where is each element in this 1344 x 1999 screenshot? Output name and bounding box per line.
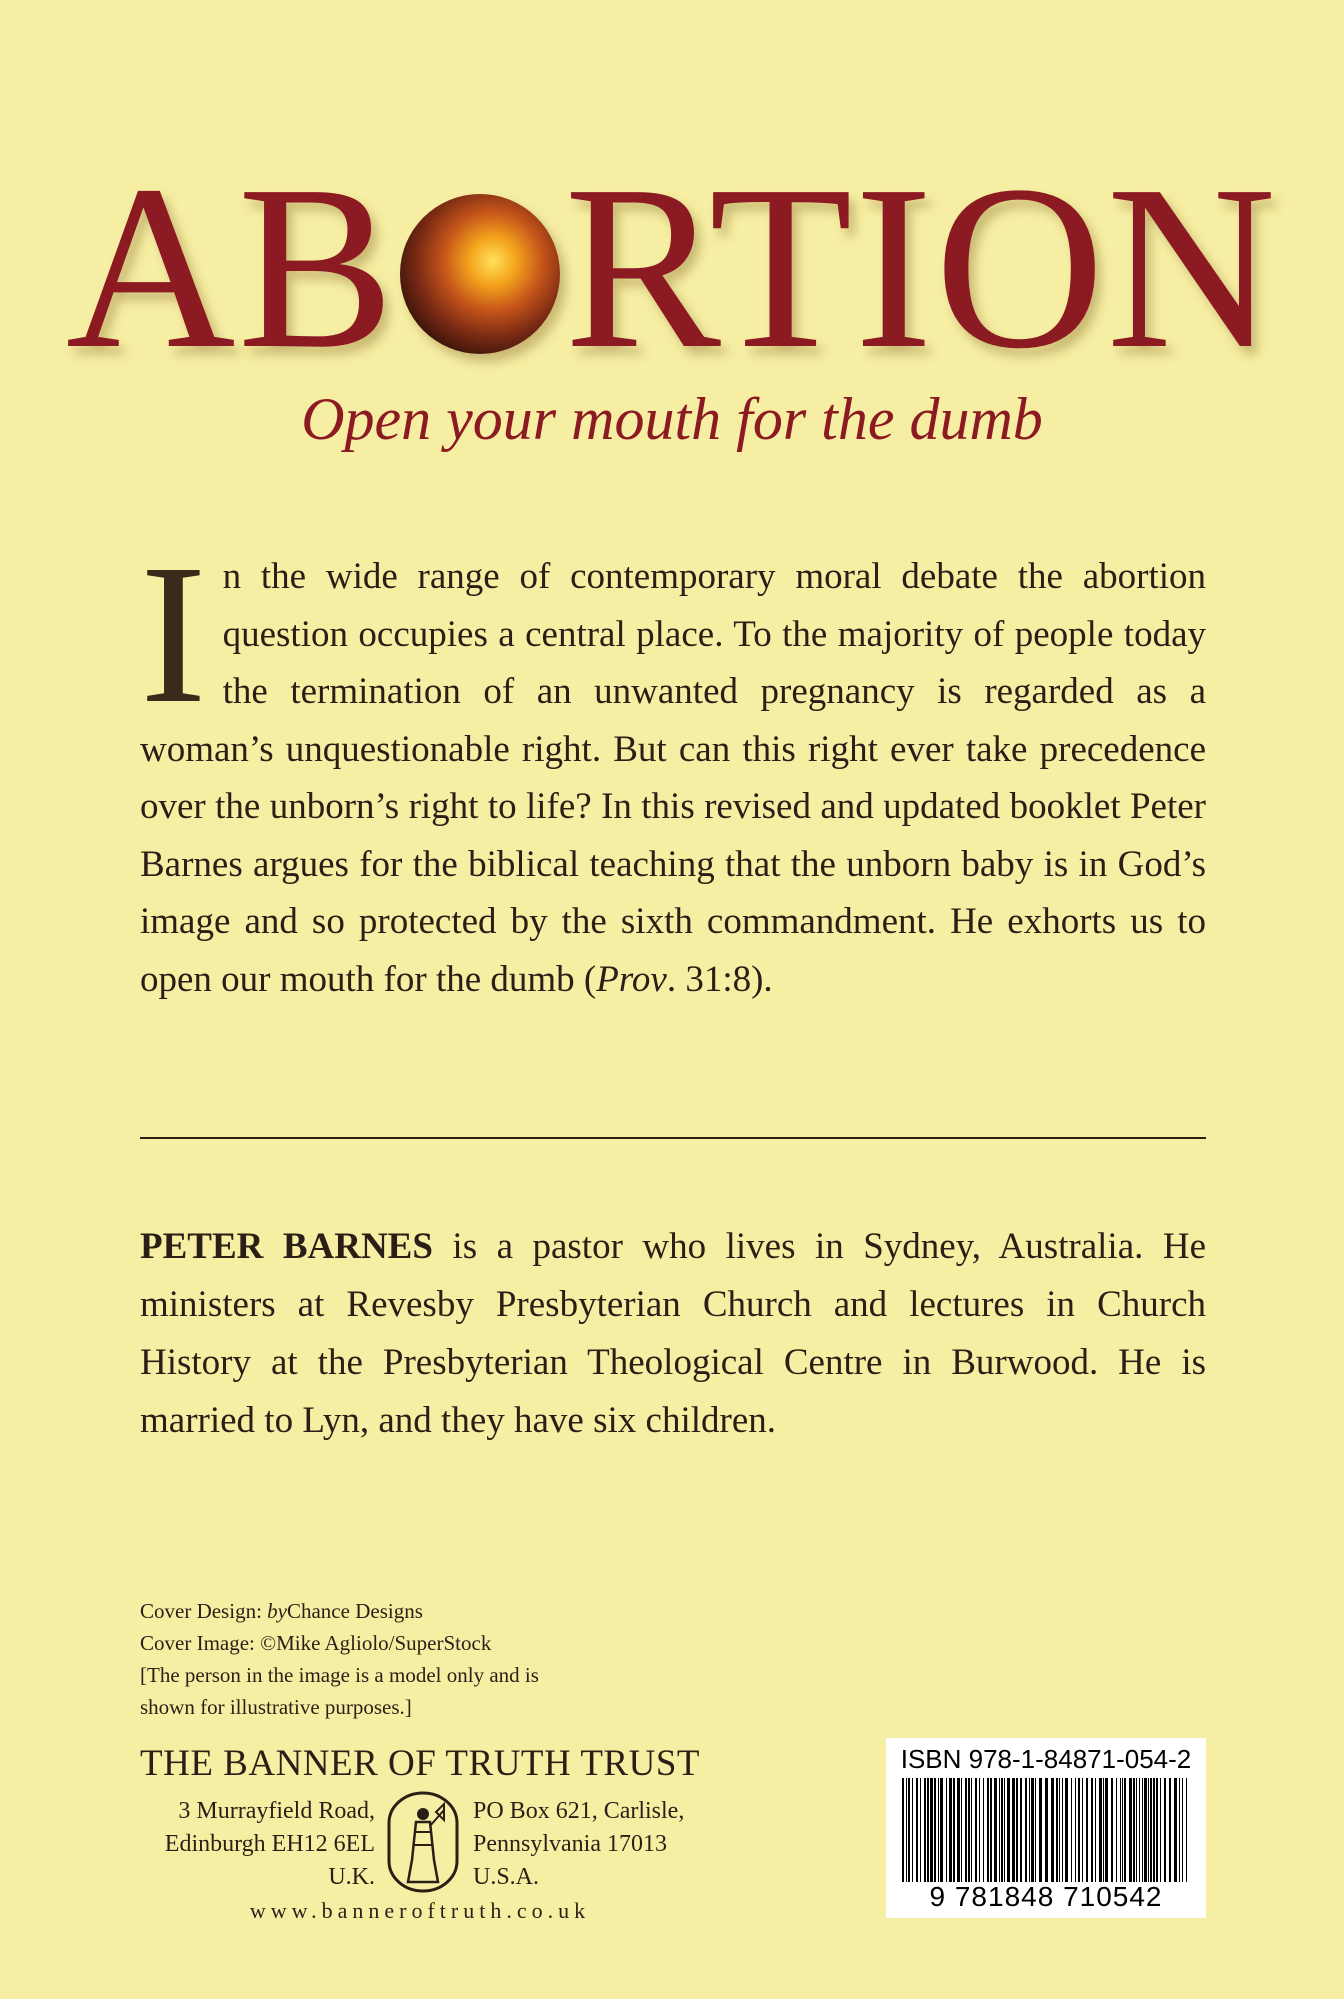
isbn-barcode [886, 1738, 1206, 1918]
barcode-bar [1174, 1778, 1177, 1882]
banner-of-truth-emblem-icon [386, 1790, 460, 1894]
book-title [0, 137, 1344, 397]
book-subtitle: Open your mouth for the dumb [301, 386, 1043, 452]
barcode-bar [927, 1778, 929, 1882]
barcode-bar [1025, 1778, 1027, 1882]
barcode-bar [1082, 1778, 1083, 1882]
barcode-bar [1144, 1778, 1147, 1882]
isbn-digits: 9 781848 710542 [929, 1881, 1163, 1912]
barcode-bar [961, 1778, 962, 1882]
barcode-bar [1186, 1778, 1187, 1882]
barcode-bar [1016, 1778, 1018, 1882]
blurb-text: n the wide range of contemporary moral debate the abortion question occupies a central place. To the majority of people today the termination of an unwanted pregnancy is regarded as a woman’s unquestionable right. But can this right ever take precedence over the unborn’s right to life? In this revised and updated booklet Peter Barnes argues for the biblical teaching that the unborn baby is in God’s image and so protected by the sixth commandment. He exhorts us to open our mouth for the dumb ( [140, 556, 1206, 1000]
barcode-bar [920, 1778, 921, 1882]
barcode-bar [1139, 1778, 1140, 1882]
title-part-1: AB [65, 137, 397, 397]
barcode-bar [1111, 1778, 1113, 1882]
barcode-bar [1075, 1778, 1076, 1882]
barcode-bar [1045, 1778, 1048, 1882]
barcode-bar [1029, 1778, 1030, 1882]
uk-address: 3 Murrayfield Road, Edinburgh EH12 6EL U.K. [164, 1798, 375, 1890]
barcode-bar [1103, 1778, 1104, 1882]
credit-note-line-1: [The person in the image is a model only and is [140, 1663, 539, 1687]
barcode-bar [1129, 1778, 1132, 1882]
barcode-bar [934, 1778, 936, 1882]
us-address: PO Box 621, Carlisle, Pennsylvania 17013 U.S.A. [473, 1798, 685, 1890]
barcode-bar [1153, 1778, 1155, 1882]
publisher-name: THE BANNER OF TRUTH TRUST [140, 1743, 701, 1784]
barcode-bar [1031, 1778, 1034, 1882]
barcode-bar [1099, 1778, 1102, 1882]
credit-image: Cover Image: ©Mike Agliolo/SuperStock [140, 1631, 492, 1655]
barcode-bar [1142, 1778, 1143, 1882]
barcode-bar [1056, 1778, 1058, 1882]
barcode-bars [902, 1778, 1190, 1882]
isbn-label: ISBN 978-1-84871-054-2 [900, 1744, 1192, 1774]
barcode-bar [1062, 1778, 1063, 1882]
barcode-bar [1095, 1778, 1096, 1882]
barcode-bar [902, 1778, 904, 1882]
divider-rule [140, 1137, 1206, 1139]
barcode-bar [906, 1778, 907, 1882]
barcode-bar [1122, 1778, 1123, 1882]
barcode-bar [1051, 1778, 1054, 1882]
barcode-bar [1160, 1778, 1161, 1882]
barcode-bar [965, 1778, 967, 1882]
barcode-bar [1150, 1778, 1152, 1882]
barcode-bar [971, 1778, 972, 1882]
barcode-bar [1035, 1778, 1036, 1882]
barcode-bar [916, 1778, 918, 1882]
barcode-bar [1133, 1778, 1135, 1882]
barcode-bar [1039, 1778, 1042, 1882]
barcode-bar [979, 1778, 980, 1882]
barcode-bar [999, 1778, 1000, 1882]
barcode-bar [1105, 1778, 1108, 1882]
barcode-bar [987, 1778, 989, 1882]
author-bio [140, 1218, 1206, 1450]
barcode-bar [1091, 1778, 1093, 1882]
barcode-bar [946, 1778, 947, 1882]
barcode-bar [938, 1778, 939, 1882]
barcode-bar [1156, 1778, 1158, 1882]
barcode-bar [1007, 1778, 1010, 1882]
barcode-bar [1148, 1778, 1149, 1882]
barcode-bar [990, 1778, 992, 1882]
barcode-bar [994, 1778, 997, 1882]
barcode-bar [1059, 1778, 1060, 1882]
author-name: PETER BARNES [140, 1226, 433, 1267]
barcode-bar [983, 1778, 984, 1882]
fetus-orb-image [400, 194, 560, 354]
barcode-bar [912, 1778, 913, 1882]
credit-design: Cover Design: byChance Designs [140, 1599, 423, 1623]
barcode-bar [1001, 1778, 1003, 1882]
barcode-bar [968, 1778, 970, 1882]
barcode-bar [975, 1778, 977, 1882]
drop-cap: I [140, 524, 207, 745]
barcode-bar [1182, 1778, 1183, 1882]
blurb-paragraph [140, 524, 1206, 1008]
blurb-reference-rest: . 31:8). [666, 958, 773, 1000]
barcode-bar [1120, 1778, 1121, 1882]
barcode-bar [930, 1778, 933, 1882]
barcode-bar [1078, 1778, 1080, 1882]
barcode-bar [957, 1778, 960, 1882]
barcode-bar [1086, 1778, 1088, 1882]
barcode-bar [1164, 1778, 1166, 1882]
author-bio-text: is a pastor who lives in Sydney, Australia. He ministers at Revesby Presbyterian Church and lectures in Church History at the Presbyterian Theological Centre in Burwood. He is married to Lyn, and they have six children. [140, 1226, 1206, 1441]
barcode-bar [953, 1778, 955, 1882]
publisher-website: www.banneroftruth.co.uk [249, 1898, 591, 1923]
cover-credits [140, 1595, 700, 1723]
barcode-bar [1136, 1778, 1137, 1882]
barcode-bar [1071, 1778, 1072, 1882]
barcode-bar [908, 1778, 910, 1882]
blurb-reference-book: Prov [596, 958, 667, 1000]
barcode-bar [940, 1778, 943, 1882]
barcode-bar [949, 1778, 952, 1882]
barcode-bar [1020, 1778, 1022, 1882]
barcode-bar [1116, 1778, 1117, 1882]
barcode-bar [1179, 1778, 1180, 1882]
barcode-bar [924, 1778, 926, 1882]
barcode-bar [1124, 1778, 1126, 1882]
credit-note-line-2: shown for illustrative purposes.] [140, 1695, 412, 1719]
barcode-bar [1065, 1778, 1068, 1882]
barcode-bar [1169, 1778, 1171, 1882]
barcode-bar [1004, 1778, 1005, 1882]
barcode-bar [1012, 1778, 1015, 1882]
title-part-2: RTION [564, 137, 1279, 397]
